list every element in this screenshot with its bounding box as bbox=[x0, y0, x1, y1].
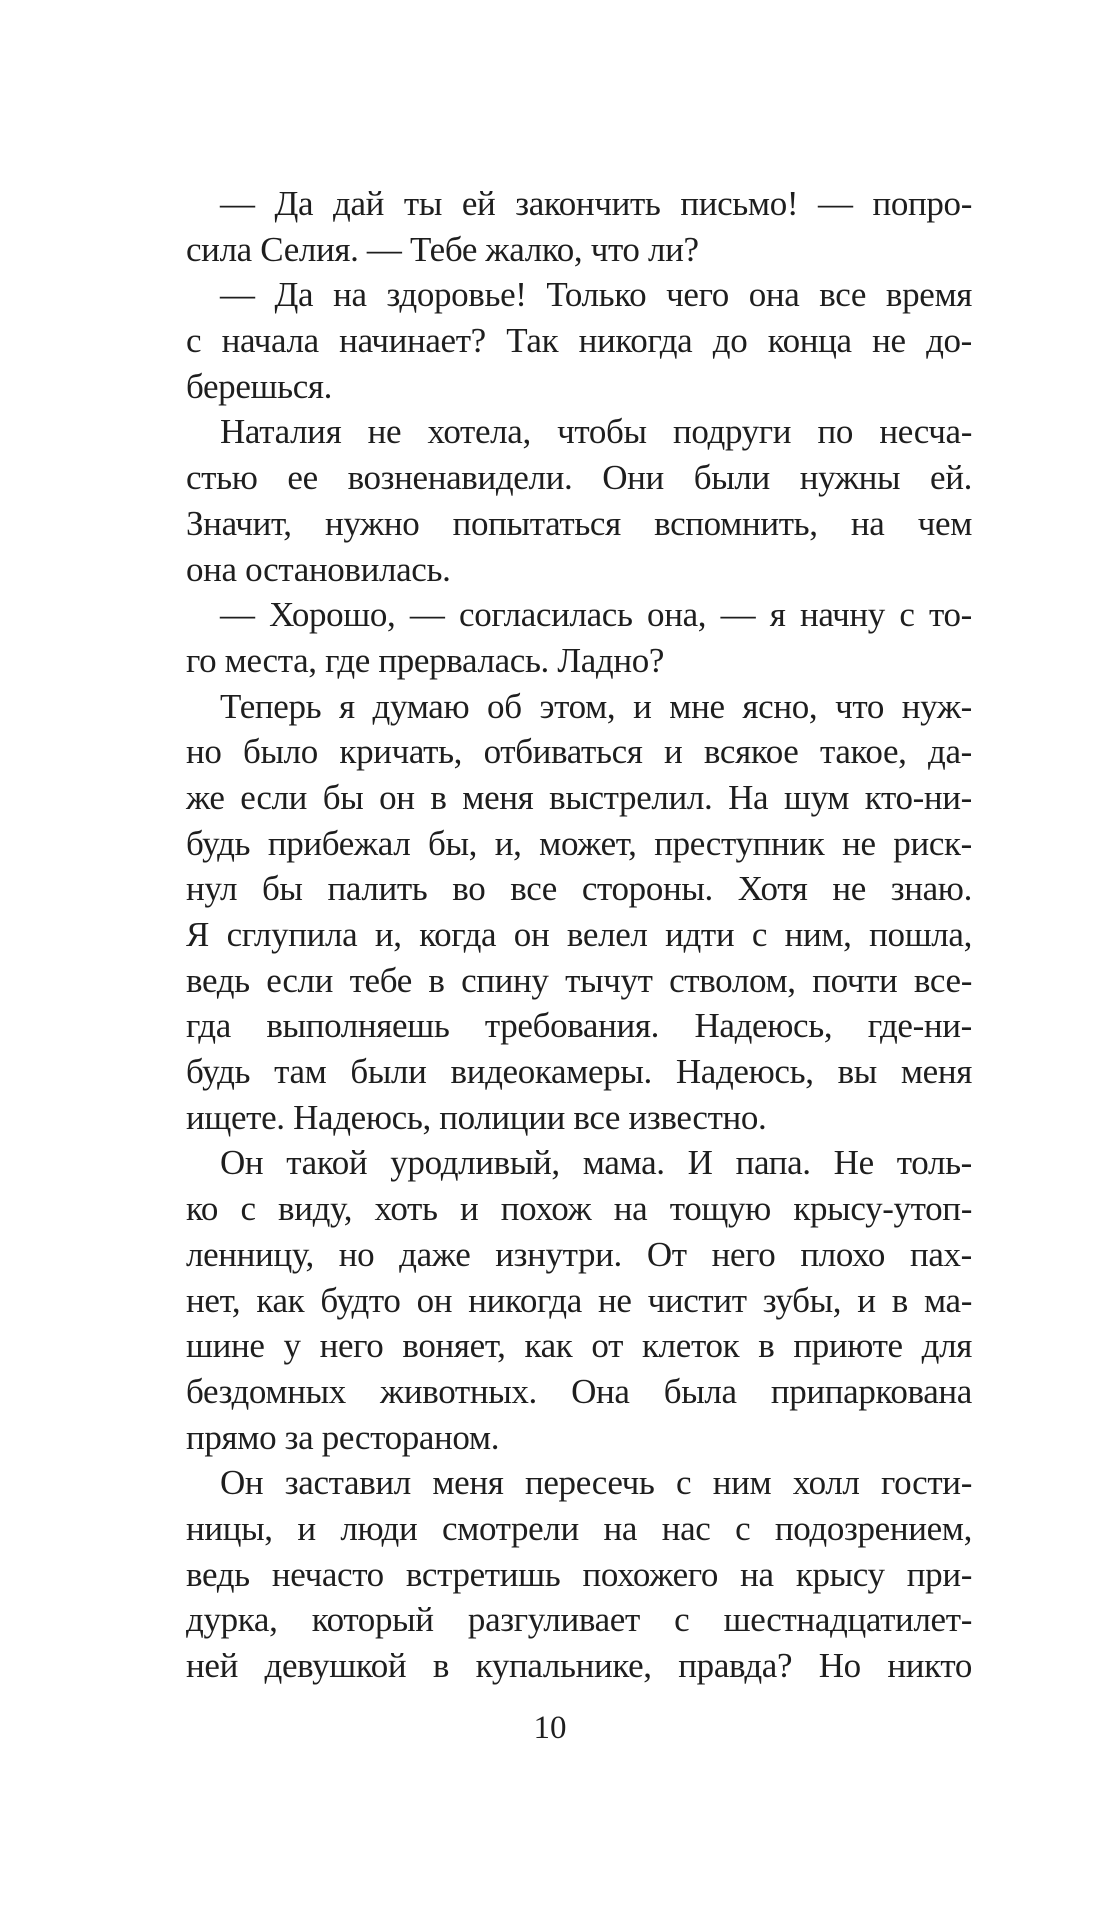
text-line: нул бы палить во все стороны. Хотя не знаю. bbox=[186, 869, 972, 909]
text-line: дурка, который разгуливает с шестнадцатилет- bbox=[186, 1600, 972, 1640]
text-line: ведь нечасто встретишь похожего на крысу при- bbox=[186, 1554, 972, 1594]
text-line: сила Селия. — Тебе жалко, что ли? bbox=[186, 229, 699, 269]
text-line: гда выполняешь требования. Надеюсь, где-ни- bbox=[186, 1006, 972, 1046]
text-line: Наталия не хотела, чтобы подруги по несча- bbox=[220, 412, 972, 452]
text-line: но было кричать, отбиваться и всякое такое, да- bbox=[186, 732, 972, 772]
text-line: с начала начинает? Так никогда до конца не до- bbox=[186, 321, 972, 361]
text-line: ней девушкой в купальнике, правда? Но никто bbox=[186, 1646, 972, 1685]
text-line: ницы, и люди смотрели на нас с подозрением, bbox=[186, 1508, 972, 1548]
text-line: Значит, нужно попытаться вспомнить, на чем bbox=[186, 503, 972, 543]
text-line: прямо за рестораном. bbox=[186, 1417, 500, 1457]
text-line: ведь если тебе в спину тычут стволом, почти все- bbox=[186, 960, 972, 1000]
text-line: Он заставил меня пересечь с ним холл гости- bbox=[220, 1463, 972, 1503]
text-line: будь прибежал бы, и, может, преступник не риск- bbox=[186, 823, 972, 863]
text-line: — Хорошо, — согласилась она, — я начну с то- bbox=[220, 595, 972, 635]
text-line: она остановилась. bbox=[186, 549, 451, 589]
text-line: — Да на здоровье! Только чего она все время bbox=[220, 275, 972, 315]
text-line: шине у него воняет, как от клеток в приюте для bbox=[186, 1326, 972, 1366]
text-line: бездомных животных. Она была припаркована bbox=[186, 1371, 972, 1411]
text-line: ленницу, но даже изнутри. От него плохо пах- bbox=[186, 1234, 972, 1274]
text-line: берешься. bbox=[186, 366, 333, 406]
text-line: нет, как будто он никогда не чистит зубы, и в ма- bbox=[186, 1280, 972, 1320]
text-line: ищете. Надеюсь, полиции все известно. bbox=[186, 1097, 767, 1137]
text-line: Я сглупила и, когда он велел идти с ним, пошла, bbox=[186, 915, 972, 954]
text-line: — Да дай ты ей закончить письмо! — попро- bbox=[220, 184, 972, 223]
text-line: Он такой уродливый, мама. И папа. Не толь- bbox=[220, 1143, 972, 1183]
text-line: Теперь я думаю об этом, и мне ясно, что нуж- bbox=[220, 686, 972, 726]
text-line: же если бы он в меня выстрелил. На шум кто-ни- bbox=[186, 777, 972, 817]
page-number: 10 bbox=[533, 1710, 567, 1746]
text-line: стью ее возненавидели. Они были нужны ей. bbox=[186, 458, 972, 498]
body-text bbox=[186, 181, 972, 1689]
text-line: будь там были видеокамеры. Надеюсь, вы меня bbox=[186, 1052, 972, 1092]
text-line: го места, где прервалась. Ладно? bbox=[186, 640, 665, 680]
text-line: ко с виду, хоть и похож на тощую крысу-утоп- bbox=[186, 1189, 972, 1229]
